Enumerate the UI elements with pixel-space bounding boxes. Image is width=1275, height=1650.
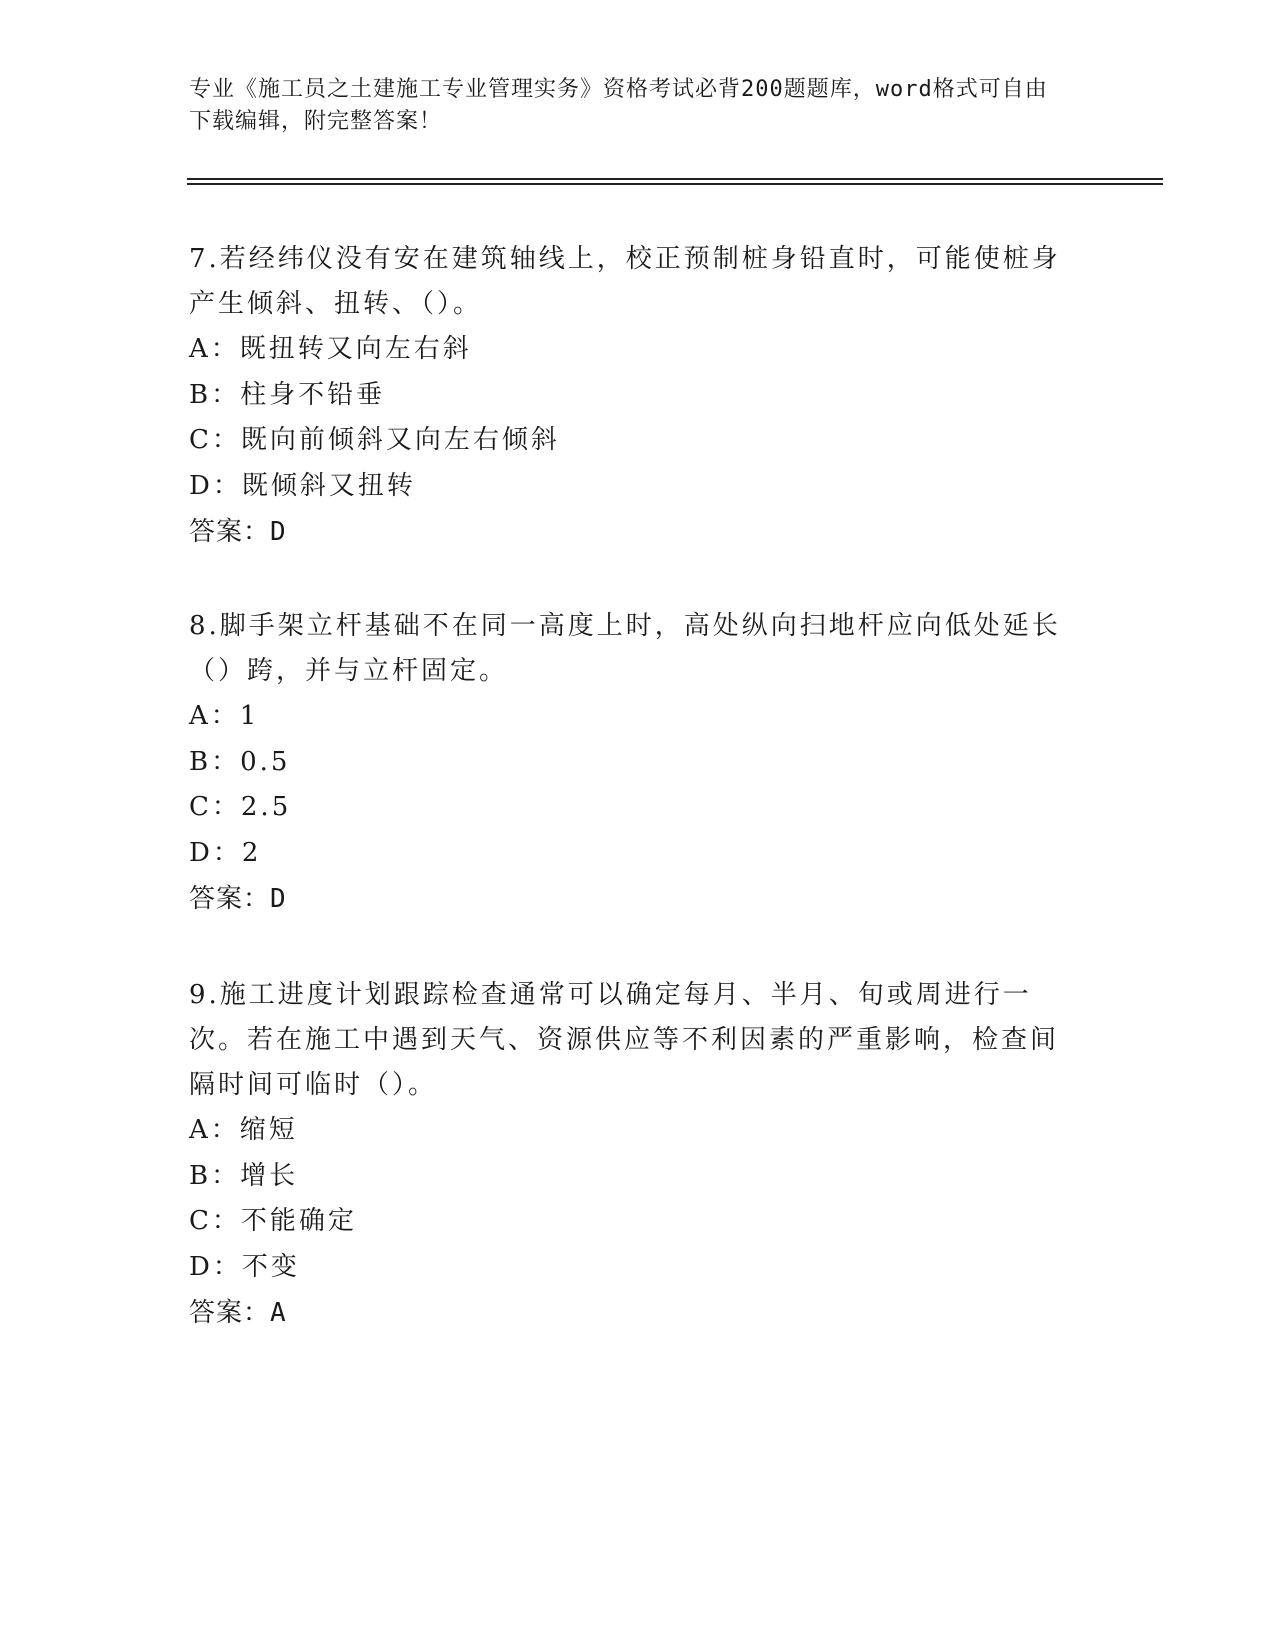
question-9: [189, 973, 1069, 1336]
option-a: A：既扭转又向左右斜: [189, 334, 472, 364]
header-divider-top: [187, 178, 1163, 180]
header-divider-bottom: [187, 183, 1163, 185]
question-stem: 7.若经纬仪没有安在建筑轴线上，校正预制桩身铅直时，可能使桩身产生倾斜、扭转、（）。: [189, 244, 1061, 319]
answer-line: 答案：D: [189, 884, 287, 914]
answer-line: 答案：A: [189, 1298, 287, 1328]
option-b: B：0.5: [189, 746, 291, 777]
option-c: C：既向前倾斜又向左右倾斜: [189, 425, 560, 455]
option-b: B：柱身不铅垂: [189, 379, 386, 410]
option-d: D：既倾斜又扭转: [189, 470, 416, 501]
question-8: [189, 604, 1069, 922]
option-d: D：2: [189, 837, 262, 868]
option-d: D：不变: [189, 1251, 300, 1282]
question-stem: 8.脚手架立杆基础不在同一高度上时，高处纵向扫地杆应向低处延长（）跨，并与立杆固定。: [189, 611, 1061, 686]
option-c: C：不能确定: [189, 1206, 357, 1236]
question-7: [189, 237, 1069, 555]
option-a: A：1: [189, 701, 260, 731]
answer-line: 答案：D: [189, 517, 287, 547]
option-a: A：缩短: [189, 1115, 298, 1145]
option-b: B：增长: [189, 1160, 299, 1191]
question-stem: 9.施工进度计划跟踪检查通常可以确定每月、半月、旬或周进行一次。若在施工中遇到天气、资源供应等不利因素的严重影响，检查间隔时间可临时（）。: [189, 980, 1060, 1100]
document-header-title: 专业《施工员之土建施工专业管理实务》资格考试必背200题题库，word格式可自由下载编辑，附完整答案！: [189, 77, 1048, 134]
option-c: C：2.5: [189, 792, 292, 822]
